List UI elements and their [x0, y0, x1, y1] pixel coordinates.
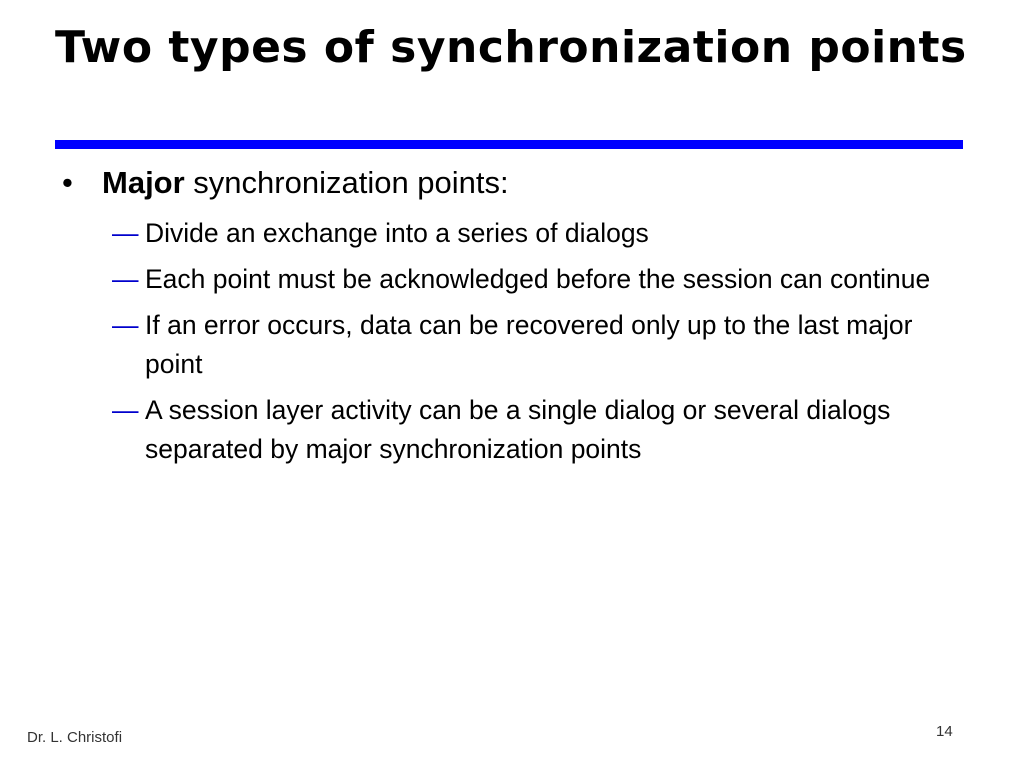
sub-bullet-text: If an error occurs, data can be recovered only up to the last major point	[145, 310, 913, 379]
bullet-rest-text: synchronization points:	[184, 165, 509, 200]
bullet-text	[102, 163, 509, 203]
sub-bullet-text: Divide an exchange into a series of dialogs	[145, 218, 649, 248]
sub-bullet-item	[112, 214, 972, 253]
slide-title: Two types of synchronization points	[55, 22, 967, 73]
page-number: 14	[936, 723, 953, 740]
title-divider-rule	[55, 140, 963, 149]
sub-bullet-item	[112, 306, 972, 384]
bullet-bold-word: Major	[102, 165, 185, 200]
bullet-icon: •	[62, 165, 73, 200]
dash-icon: —	[112, 310, 139, 340]
dash-icon: —	[112, 218, 139, 248]
sub-bullet-text: A session layer activity can be a single dialog or several dialogs separated by major synchronization points	[145, 395, 891, 464]
dash-icon: —	[112, 264, 139, 294]
sub-bullet-item	[112, 391, 972, 469]
sub-bullet-list	[112, 214, 972, 476]
bullet-major-points	[62, 163, 962, 203]
dash-icon: —	[112, 395, 139, 425]
sub-bullet-text: Each point must be acknowledged before the session can continue	[145, 264, 931, 294]
sub-bullet-item	[112, 260, 972, 299]
footer-author: Dr. L. Christofi	[27, 729, 123, 746]
